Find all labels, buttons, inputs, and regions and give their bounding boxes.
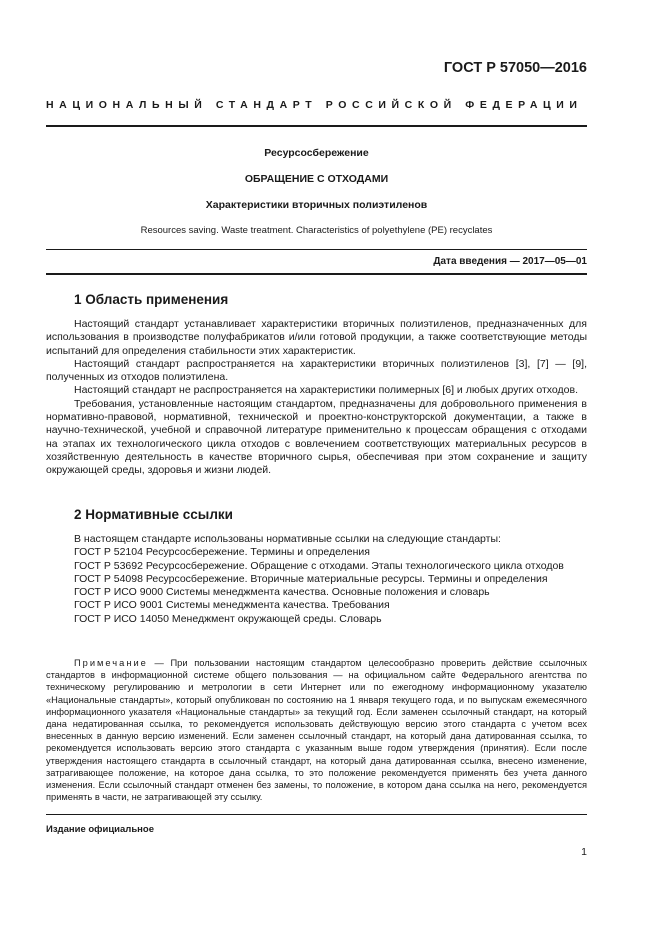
paragraph: Требования, установленные настоящим стандартом, предназначены для добровольного применения в нормативно-правовой, нормативной, технической и проектно-конструкторской документации, а также в научно-технической, учебной и справочной литературе применительно к процессам обращения с отходами на этапах их технологического цикла отходов с вовлечением соответствующих материальных ресурсов в хозяйственную деятельность в качестве вторичного сырья, обеспечивая при этом сохранение и защиту окружающей среды, здоровья и жизни людей. — [46, 397, 587, 477]
list-item: ГОСТ Р 54098 Ресурсосбережение. Вторичные материальные ресурсы. Термины и определения — [74, 572, 548, 585]
section-2-body — [46, 533, 587, 626]
date-rule — [46, 273, 587, 275]
header-rule — [46, 125, 587, 127]
list-item: ГОСТ Р ИСО 14050 Менеджмент окружающей среды. Словарь — [74, 612, 382, 625]
effective-date: Дата введения — 2017—05—01 — [433, 256, 587, 267]
section-1-heading: 1 Область применения — [74, 292, 229, 307]
title-sub: Характеристики вторичных полиэтиленов — [205, 199, 428, 211]
note-text: — При пользовании настоящим стандартом целесообразно проверить действие ссылочных стандартов в информационной системе общего пользования — на официальном сайте Федерального агентства по техническому регулированию и метрологии в сети Интернет или по ежегодному информационному указателю «Национальные стандарты», который опубликован по состоянию на 1 января текущего года, и по выпускам ежемесячного информационного указателя «Национальные стандарты» за текущий год. Если заменен ссылочный стандарт, на который дана недатированная ссылка, то рекомендуется использовать действующую версию этого стандарта с учетом всех внесенных в данную версию изменений. Если заменен ссылочный стандарт, на который дана датированная ссылка, то рекомендуется использовать версию этого стандарта с указанным выше годом утверждения (принятия). Если после утверждения настоящего стандарта в ссылочный стандарт, на который дана датированная ссылка, внесено изменение, затрагивающее положение, на которое дана ссылка, то это положение рекомендуется применять без учета данного изменения. Если ссылочный стандарт отменен без замены, то положение, в котором дана ссылка на него, рекомендуется применять в части, не затрагивающей эту ссылку. — [46, 658, 587, 803]
title-category: Ресурсосбережение — [264, 147, 369, 159]
section-1-body — [46, 318, 587, 478]
national-standard-banner: НАЦИОНАЛЬНЫЙ СТАНДАРТ РОССИЙСКОЙ ФЕДЕРАЦИИ — [46, 99, 583, 111]
paragraph: Настоящий стандарт распространяется на характеристики вторичных полиэтиленов [3], [7] — [9], полученных из отходов полиэтилена. — [46, 357, 587, 384]
title-main: ОБРАЩЕНИЕ С ОТХОДАМИ — [244, 173, 389, 185]
page-number: 1 — [581, 846, 587, 858]
note-block — [46, 657, 587, 803]
title-english: Resources saving. Waste treatment. Characteristics of polyethylene (PE) recyclates — [140, 225, 493, 236]
paragraph: Настоящий стандарт устанавливает характеристики вторичных полиэтиленов, предназначенных для использования в производстве полуфабрикатов и/или готовой продукции, а также соответствующие методы испытаний для определения стабильности этих характеристик. — [46, 318, 587, 357]
list-item: ГОСТ Р 53692 Ресурсосбережение. Обращение с отходами. Этапы технологического цикла отходов — [74, 559, 564, 572]
title-rule — [46, 249, 587, 250]
document-code: ГОСТ Р 57050—2016 — [443, 60, 587, 76]
note-label: Примечание — [74, 658, 148, 668]
paragraph: Настоящий стандарт не распространяется на характеристики полимерных [6] и любых других отходов. — [74, 384, 578, 397]
section-2-heading: 2 Нормативные ссылки — [74, 507, 233, 522]
edition-label: Издание официальное — [46, 824, 154, 835]
list-item: В настоящем стандарте использованы нормативные ссылки на следующие стандарты: — [74, 533, 501, 545]
list-item: ГОСТ Р ИСО 9001 Системы менеджмента качества. Требования — [74, 599, 390, 612]
footer-rule — [46, 814, 587, 815]
list-item: ГОСТ Р ИСО 9000 Системы менеджмента качества. Основные положения и словарь — [74, 586, 490, 599]
list-item: ГОСТ Р 52104 Ресурсосбережение. Термины и определения — [74, 546, 370, 559]
